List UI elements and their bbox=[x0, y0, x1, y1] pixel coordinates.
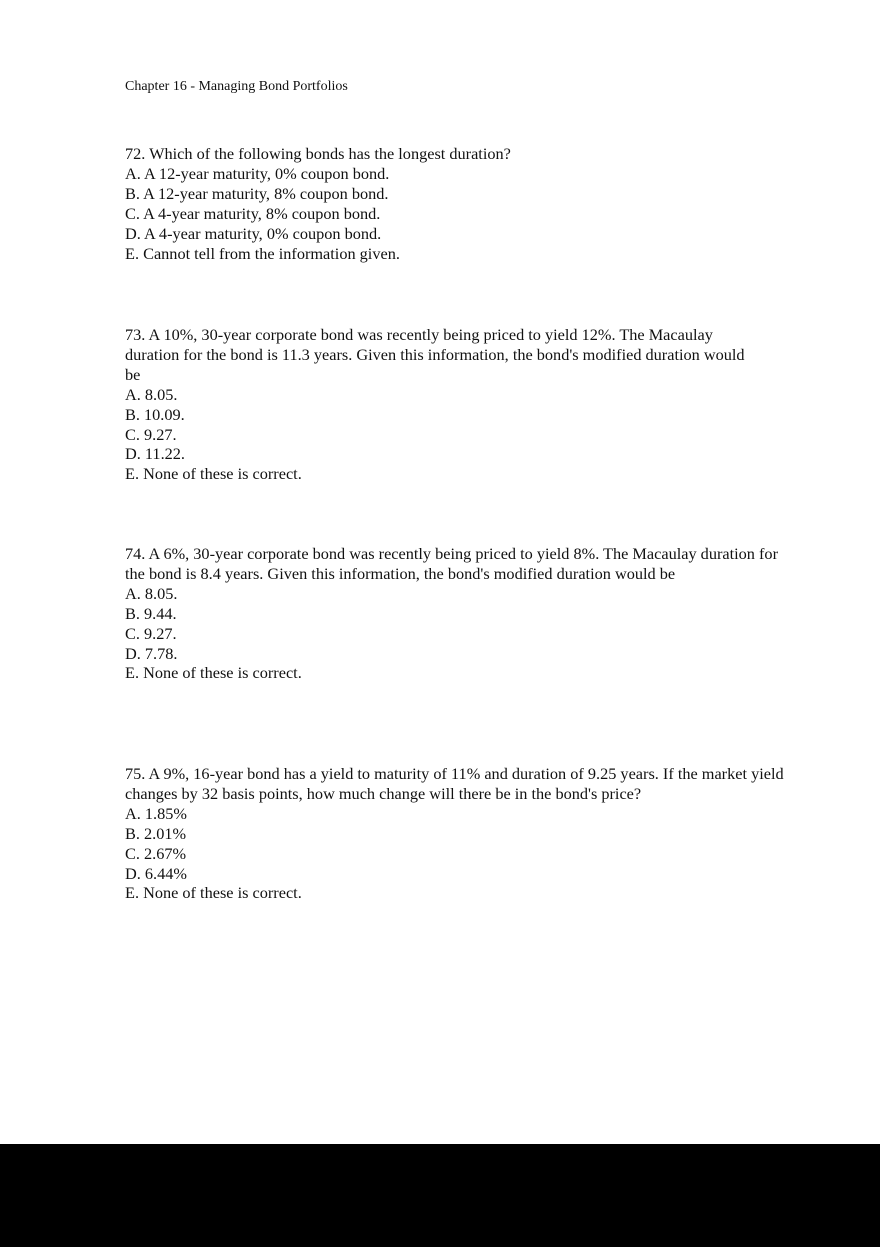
option-b: B. A 12-year maturity, 8% coupon bond. bbox=[125, 183, 389, 203]
option-d: D. 6.44% bbox=[125, 863, 187, 883]
option-a: A. 8.05. bbox=[125, 583, 178, 603]
option-a: A. A 12-year maturity, 0% coupon bond. bbox=[125, 163, 390, 183]
question-text: 72. Which of the following bonds has the longest duration? bbox=[125, 144, 511, 163]
question-text: 75. A 9%, 16-year bond has a yield to maturity of 11% and duration of 9.25 years. If the market yield changes by 32 basis points, how much change will there be in the bond's price? bbox=[125, 764, 784, 803]
question-text: 74. A 6%, 30-year corporate bond was recently being priced to yield 8%. The Macaulay duration for the bond is 8.4 years. Given this information, the bond's modified duration would be bbox=[125, 544, 778, 583]
option-e: E. None of these is correct. bbox=[125, 883, 302, 903]
option-e: E. None of these is correct. bbox=[125, 663, 302, 683]
option-c: C. 9.27. bbox=[125, 623, 177, 643]
bottom-black-bar bbox=[0, 1144, 880, 1247]
option-e: E. Cannot tell from the information given. bbox=[125, 243, 400, 263]
option-b: B. 9.44. bbox=[125, 603, 177, 623]
option-d: D. 11.22. bbox=[125, 444, 185, 464]
option-a: A. 1.85% bbox=[125, 803, 187, 823]
option-c: C. 9.27. bbox=[125, 424, 177, 444]
option-d: D. 7.78. bbox=[125, 643, 178, 663]
option-e: E. None of these is correct. bbox=[125, 464, 302, 484]
question-75 bbox=[125, 764, 785, 903]
option-b: B. 10.09. bbox=[125, 404, 185, 424]
option-c: C. 2.67% bbox=[125, 843, 187, 863]
option-a: A. 8.05. bbox=[125, 384, 178, 404]
question-72 bbox=[125, 144, 785, 263]
chapter-header: Chapter 16 - Managing Bond Portfolios bbox=[125, 79, 348, 94]
question-74 bbox=[125, 544, 780, 683]
question-text: 73. A 10%, 30-year corporate bond was recently being priced to yield 12%. The Macaulay duration for the bond is 11.3 years. Given this information, the bond's modified duration would be bbox=[125, 325, 745, 384]
question-73 bbox=[125, 325, 753, 484]
option-c: C. A 4-year maturity, 8% coupon bond. bbox=[125, 203, 381, 223]
option-d: D. A 4-year maturity, 0% coupon bond. bbox=[125, 223, 382, 243]
option-b: B. 2.01% bbox=[125, 823, 187, 843]
